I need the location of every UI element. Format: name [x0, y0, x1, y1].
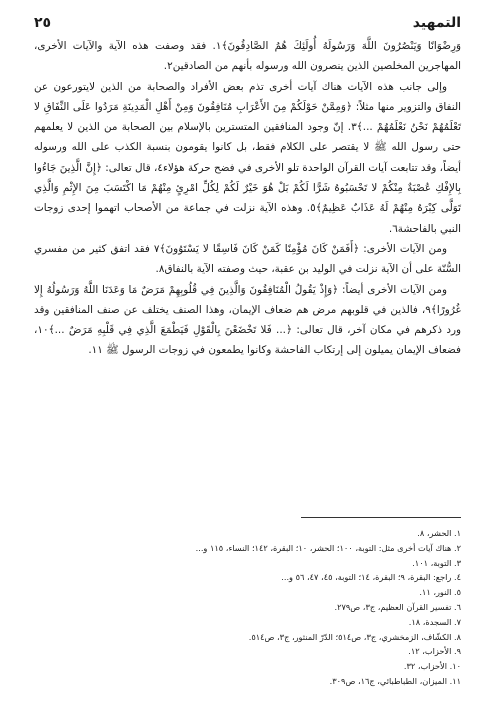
- page-header: [34, 12, 461, 34]
- footnote-5: ٥. النور، ١١.: [419, 587, 461, 598]
- main-text: [34, 36, 461, 361]
- page-number: ٢٥: [34, 15, 52, 31]
- paragraph-3: ومن الآيات الأخرى: ﴿أَفَمَنْ كَانَ مُؤْمِنًا كَمَنْ كَانَ فَاسِقًا لا يَسْتَوُونَ﴾٧ فقد اتفق كثير من مفسري السُّنّة على أن الآية نزلت في الوليد بن عقبة، حيث وصفته الآية بالنفاق٨.: [34, 242, 461, 276]
- footnote-9: ٩. الأحزاب، ١٢.: [408, 646, 461, 657]
- paragraph-2: وإلى جانب هذه الآيات هناك آيات أخرى تذم بعض الأفراد والصحابة من الذين لايتورعون عن النفاق والتزوير منها مثلاً: ﴿وَمِمَّنْ حَوْلَكُمْ مِنَ الأَعْرَابِ مُنَافِقُونَ وَمِنْ أَهْلِ الْمَدِينَةِ مَرَدُوا عَلَى النِّفَاقِ لا تَعْلَمُهُمْ نَحْنُ نَعْلَمُهُمْ ...﴾٣. إنّ وجود المنافقين المتسترين بالإسلام بين الصحابة من الذين لا يعلمهم حتى رسول الله ﷺ لا يقتصر على الكلام فقط، بل كانوا يقومون بنسبة الكذب على الله ورسوله أيضاً، وقد تتابعت آيات القرآن الواحدة تلو الأخرى في فضح حركة هؤلاء٤، قال تعالى: ﴿إِنَّ الَّذِينَ جَاءُوا بِالإِفْكِ عُصْبَةٌ مِنْكُمْ لا تَحْسَبُوهُ شَرًّا لَكُمْ بَلْ هُوَ خَيْرٌ لَكُمْ لِكُلِّ امْرِئٍ مِنْهُمْ مَا اكْتَسَبَ مِنَ الإِثْمِ وَالَّذِي تَوَلَّى كِبْرَهُ مِنْهُمْ لَهُ عَذَابٌ عَظِيمٌ﴾٥. وهذه الآية نزلت في جماعة من الأصحاب اتهموا إحدى زوجات النبي بالفاحشة٦.: [34, 80, 462, 235]
- footnote-8: ٨. الكشّاف، الزمخشري، ج٣، ص٥١٤؛ الدّرّ المنثور، ج٣، ص٥١٤.: [248, 631, 461, 642]
- footnote-2: ٢. هناك آيات أخرى مثل: التوبة، ١٠٠؛ الحشر، ١٠؛ البقرة، ١٤٢؛ النساء، ١١٥ و...: [195, 542, 461, 553]
- footnote-3: ٣. التوبة، ١٠١.: [412, 557, 461, 568]
- footnote-divider: [301, 517, 461, 518]
- footnote-7: ٧. السجدة، ١٨.: [408, 616, 461, 627]
- paragraph-4: ومن الآيات الأخرى أيضاً: ﴿وَإِذْ يَقُولُ الْمُنَافِقُونَ وَالَّذِينَ فِي قُلُوبِهِمْ مَرَضٌ مَا وَعَدَنَا اللَّهُ وَرَسُولُهُ إِلا غُرُورًا﴾٩، فالذين في قلوبهم مرض هم ضعاف الإيمان، وهذا الصنف يختلف عن صنف المنافقين وقد ورد ذكرهم في مكان آخر، قال تعالى: ﴿... فَلا تَخْضَعْنَ بِالْقَوْلِ فَيَطْمَعَ الَّذِي فِي قَلْبِهِ مَرَضٌ ...﴾١٠، فضعاف الإيمان يميلون إلى إرتكاب الفاحشة وكانوا يطمعون في زوجات الرسول ﷺ ١١.: [34, 283, 461, 357]
- footnote-10: ١٠. الأحزاب، ٣٢.: [403, 661, 461, 672]
- footnote-11: ١١. الميزان، الطباطبائي، ج١٦، ص٣٠٩.: [329, 675, 461, 686]
- footnote-6: ٦. تفسير القرآن العظيم، ج٣، ص٢٧٩.: [334, 601, 461, 612]
- running-title: التمهيد: [412, 15, 461, 31]
- footnote-4: ٤. راجع: البقرة، ٩؛ البقرة، ١٤؛ التوبة، ٤٥، ٤٧، ٥٦ و...: [281, 572, 461, 583]
- footnotes-list: [34, 526, 461, 689]
- paragraph-1: وَرِضْوَانًا وَيَنْصُرُونَ اللَّهَ وَرَسُولَهُ أُولَئِكَ هُمُ الصَّادِقُونَ﴾١. فقد وصفت هذه الآية والآيات الأخرى، المهاجرين المخلصين الذين ينصرون الله ورسوله بأنهم من الصادقين٢.: [34, 40, 461, 73]
- footnote-1: ١. الحشر، ٨.: [417, 528, 461, 538]
